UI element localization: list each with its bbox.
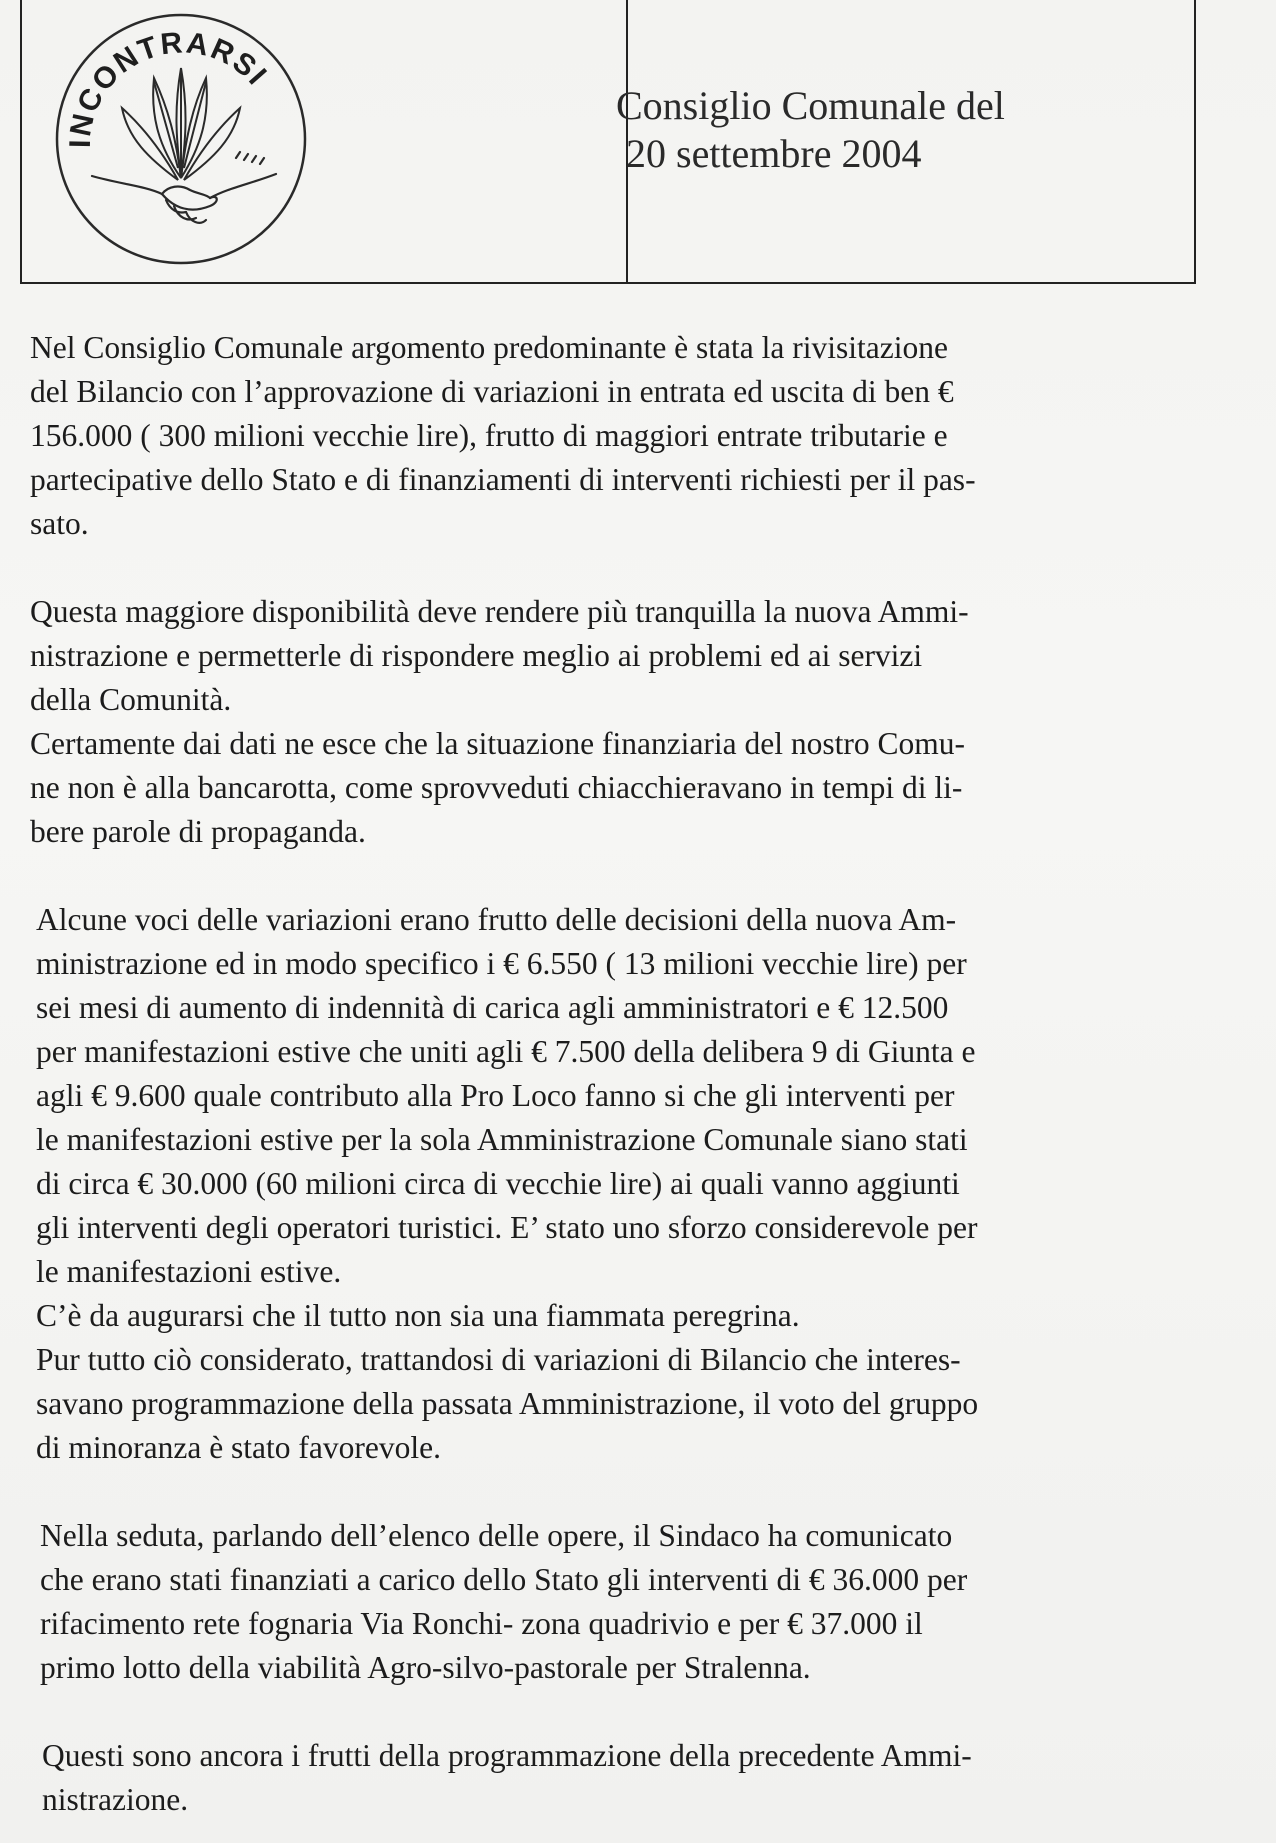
text-line: gli interventi degli operatori turistici. E’ stato uno sforzo considerevole per <box>36 1210 978 1245</box>
text-line: sei mesi di aumento di indennità di carica agli amministratori e € 12.500 <box>36 990 949 1025</box>
text-line: di circa € 30.000 (60 milioni circa di vecchie lire) ai quali vanno aggiunti <box>36 1166 960 1201</box>
text-line: della Comunità. <box>30 682 232 717</box>
text-line: partecipative dello Stato e di finanziamenti di interventi richiesti per il pas- <box>30 462 976 497</box>
text-line: di minoranza è stato favorevole. <box>36 1430 441 1465</box>
text-line: ne non è alla bancarotta, come sprovveduti chiacchieravano in tempi di li- <box>30 770 963 805</box>
text-line: Questa maggiore disponibilità deve rendere più tranquilla la nuova Ammi- <box>30 594 969 629</box>
text-line: Pur tutto ciò considerato, trattandosi di variazioni di Bilancio che interes- <box>36 1342 961 1377</box>
paragraph-3 <box>36 898 1190 1470</box>
paragraph-1 <box>30 326 1190 546</box>
text-line: agli € 9.600 quale contributo alla Pro Loco fanno si che gli interventi per <box>36 1078 955 1113</box>
text-line: le manifestazioni estive. <box>36 1254 342 1289</box>
text-line: nistrazione. <box>42 1782 189 1817</box>
logo-text: INCONTRARSI <box>63 26 274 149</box>
svg-text:INCONTRARSI <box>64 26 274 148</box>
meeting-date: 20 settembre 2004 <box>626 131 922 176</box>
meeting-title-line1: Consiglio Comunale del <box>616 83 1005 128</box>
text-line: bere parole di propaganda. <box>30 814 366 849</box>
paragraph-4 <box>40 1514 1190 1690</box>
text-line: le manifestazioni estive per la sola Amministrazione Comunale siano stati <box>36 1122 968 1157</box>
text-line: per manifestazioni estive che uniti agli € 7.500 della delibera 9 di Giunta e <box>36 1034 976 1069</box>
paragraph-2 <box>30 590 1190 854</box>
handshake-logo-icon <box>50 8 312 270</box>
meeting-title <box>616 82 1005 178</box>
text-line: ministrazione ed in modo specifico i € 6.550 ( 13 milioni vecchie lire) per <box>36 946 967 981</box>
text-line: Nel Consiglio Comunale argomento predominante è stata la rivisitazione <box>30 330 948 365</box>
text-line: Questi sono ancora i frutti della programmazione della precedente Ammi- <box>42 1738 972 1773</box>
text-line: rifacimento rete fognaria Via Ronchi- zona quadrivio e per € 37.000 il <box>40 1606 923 1641</box>
text-line: che erano stati finanziati a carico dello Stato gli interventi di € 36.000 per <box>40 1562 968 1597</box>
paragraph-5 <box>42 1734 1190 1822</box>
text-line: primo lotto della viabilità Agro-silvo-pastorale per Stralenna. <box>40 1650 811 1685</box>
text-line: Alcune voci delle variazioni erano frutto delle decisioni della nuova Am- <box>36 902 957 937</box>
text-line: Nella seduta, parlando dell’elenco delle opere, il Sindaco ha comunicato <box>40 1518 953 1553</box>
text-line: 156.000 ( 300 milioni vecchie lire), frutto di maggiori entrate tributarie e <box>30 418 948 453</box>
text-line: sato. <box>30 506 89 541</box>
text-line: nistrazione e permetterle di rispondere meglio ai problemi ed ai servizi <box>30 638 923 673</box>
text-line: del Bilancio con l’approvazione di variazioni in entrata ed uscita di ben € <box>30 374 954 409</box>
text-line: Certamente dai dati ne esce che la situazione finanziaria del nostro Comu- <box>30 726 966 761</box>
text-line: C’è da augurarsi che il tutto non sia una fiammata peregrina. <box>36 1298 800 1333</box>
text-line: savano programmazione della passata Amministrazione, il voto del gruppo <box>36 1386 979 1421</box>
article-body <box>30 326 1190 1822</box>
